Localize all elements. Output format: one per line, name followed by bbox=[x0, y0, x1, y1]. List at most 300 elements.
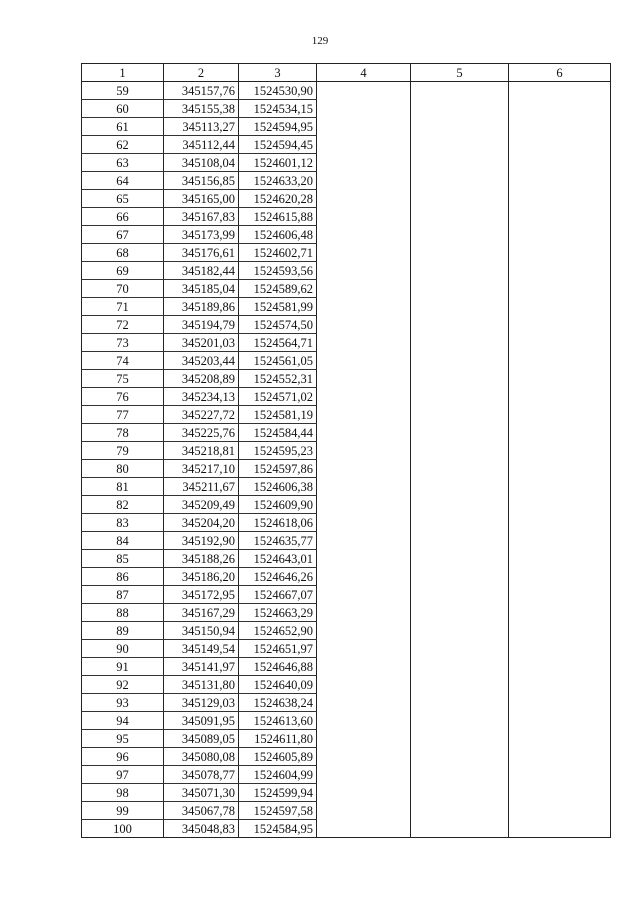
x-coordinate-cell: 345204,20 bbox=[164, 514, 239, 532]
empty-cell bbox=[317, 208, 411, 226]
y-coordinate-cell: 1524604,99 bbox=[239, 766, 317, 784]
x-coordinate-cell: 345188,26 bbox=[164, 550, 239, 568]
empty-cell bbox=[509, 82, 611, 100]
point-number-cell: 62 bbox=[82, 136, 164, 154]
x-coordinate-cell: 345182,44 bbox=[164, 262, 239, 280]
empty-cell bbox=[317, 190, 411, 208]
point-number-cell: 60 bbox=[82, 100, 164, 118]
empty-cell bbox=[411, 172, 509, 190]
empty-cell bbox=[509, 370, 611, 388]
x-coordinate-cell: 345089,05 bbox=[164, 730, 239, 748]
point-number-cell: 64 bbox=[82, 172, 164, 190]
empty-cell bbox=[509, 262, 611, 280]
table-row bbox=[82, 676, 611, 694]
y-coordinate-cell: 1524581,19 bbox=[239, 406, 317, 424]
empty-cell bbox=[317, 100, 411, 118]
empty-cell bbox=[317, 730, 411, 748]
x-coordinate-cell: 345091,95 bbox=[164, 712, 239, 730]
point-number-cell: 90 bbox=[82, 640, 164, 658]
column-header-5: 5 bbox=[411, 64, 509, 82]
point-number-cell: 67 bbox=[82, 226, 164, 244]
table-row bbox=[82, 370, 611, 388]
y-coordinate-cell: 1524605,89 bbox=[239, 748, 317, 766]
empty-cell bbox=[411, 190, 509, 208]
empty-cell bbox=[509, 802, 611, 820]
empty-cell bbox=[411, 244, 509, 262]
x-coordinate-cell: 345141,97 bbox=[164, 658, 239, 676]
y-coordinate-cell: 1524611,80 bbox=[239, 730, 317, 748]
empty-cell bbox=[509, 298, 611, 316]
empty-cell bbox=[317, 640, 411, 658]
x-coordinate-cell: 345156,85 bbox=[164, 172, 239, 190]
x-coordinate-cell: 345209,49 bbox=[164, 496, 239, 514]
empty-cell bbox=[411, 154, 509, 172]
empty-cell bbox=[317, 298, 411, 316]
table-row bbox=[82, 568, 611, 586]
empty-cell bbox=[411, 496, 509, 514]
empty-cell bbox=[509, 136, 611, 154]
table-row bbox=[82, 442, 611, 460]
empty-cell bbox=[509, 730, 611, 748]
x-coordinate-cell: 345048,83 bbox=[164, 820, 239, 838]
y-coordinate-cell: 1524640,09 bbox=[239, 676, 317, 694]
header-row bbox=[82, 64, 611, 82]
table-row bbox=[82, 244, 611, 262]
empty-cell bbox=[317, 820, 411, 838]
empty-cell bbox=[317, 748, 411, 766]
column-header-6: 6 bbox=[509, 64, 611, 82]
y-coordinate-cell: 1524651,97 bbox=[239, 640, 317, 658]
table-row bbox=[82, 766, 611, 784]
table-row bbox=[82, 784, 611, 802]
empty-cell bbox=[509, 604, 611, 622]
empty-cell bbox=[509, 694, 611, 712]
point-number-cell: 84 bbox=[82, 532, 164, 550]
empty-cell bbox=[411, 658, 509, 676]
empty-cell bbox=[411, 604, 509, 622]
empty-cell bbox=[509, 784, 611, 802]
point-number-cell: 91 bbox=[82, 658, 164, 676]
y-coordinate-cell: 1524638,24 bbox=[239, 694, 317, 712]
x-coordinate-cell: 345176,61 bbox=[164, 244, 239, 262]
y-coordinate-cell: 1524581,99 bbox=[239, 298, 317, 316]
point-number-cell: 97 bbox=[82, 766, 164, 784]
point-number-cell: 74 bbox=[82, 352, 164, 370]
empty-cell bbox=[509, 172, 611, 190]
point-number-cell: 63 bbox=[82, 154, 164, 172]
empty-cell bbox=[411, 748, 509, 766]
x-coordinate-cell: 345150,94 bbox=[164, 622, 239, 640]
coordinates-table bbox=[81, 63, 611, 838]
column-header-4: 4 bbox=[317, 64, 411, 82]
table-row bbox=[82, 118, 611, 136]
y-coordinate-cell: 1524599,94 bbox=[239, 784, 317, 802]
y-coordinate-cell: 1524609,90 bbox=[239, 496, 317, 514]
empty-cell bbox=[411, 352, 509, 370]
table-row bbox=[82, 352, 611, 370]
empty-cell bbox=[509, 244, 611, 262]
table-row bbox=[82, 748, 611, 766]
table-row bbox=[82, 802, 611, 820]
point-number-cell: 70 bbox=[82, 280, 164, 298]
empty-cell bbox=[411, 730, 509, 748]
empty-cell bbox=[317, 676, 411, 694]
empty-cell bbox=[411, 388, 509, 406]
y-coordinate-cell: 1524620,28 bbox=[239, 190, 317, 208]
empty-cell bbox=[509, 586, 611, 604]
empty-cell bbox=[411, 424, 509, 442]
empty-cell bbox=[509, 820, 611, 838]
table-row bbox=[82, 604, 611, 622]
x-coordinate-cell: 345227,72 bbox=[164, 406, 239, 424]
table-header bbox=[82, 64, 611, 82]
point-number-cell: 92 bbox=[82, 676, 164, 694]
y-coordinate-cell: 1524595,23 bbox=[239, 442, 317, 460]
x-coordinate-cell: 345173,99 bbox=[164, 226, 239, 244]
column-header-1: 1 bbox=[82, 64, 164, 82]
table-row bbox=[82, 82, 611, 100]
table-row bbox=[82, 586, 611, 604]
point-number-cell: 77 bbox=[82, 406, 164, 424]
table-row bbox=[82, 226, 611, 244]
point-number-cell: 73 bbox=[82, 334, 164, 352]
empty-cell bbox=[411, 118, 509, 136]
empty-cell bbox=[411, 82, 509, 100]
empty-cell bbox=[317, 694, 411, 712]
empty-cell bbox=[411, 406, 509, 424]
y-coordinate-cell: 1524561,05 bbox=[239, 352, 317, 370]
x-coordinate-cell: 345192,90 bbox=[164, 532, 239, 550]
x-coordinate-cell: 345218,81 bbox=[164, 442, 239, 460]
point-number-cell: 99 bbox=[82, 802, 164, 820]
point-number-cell: 79 bbox=[82, 442, 164, 460]
empty-cell bbox=[509, 460, 611, 478]
table-row bbox=[82, 172, 611, 190]
empty-cell bbox=[411, 586, 509, 604]
point-number-cell: 83 bbox=[82, 514, 164, 532]
y-coordinate-cell: 1524584,95 bbox=[239, 820, 317, 838]
empty-cell bbox=[317, 334, 411, 352]
empty-cell bbox=[317, 280, 411, 298]
empty-cell bbox=[509, 640, 611, 658]
empty-cell bbox=[411, 208, 509, 226]
table-row bbox=[82, 280, 611, 298]
empty-cell bbox=[317, 226, 411, 244]
point-number-cell: 80 bbox=[82, 460, 164, 478]
empty-cell bbox=[509, 100, 611, 118]
point-number-cell: 69 bbox=[82, 262, 164, 280]
empty-cell bbox=[509, 208, 611, 226]
empty-cell bbox=[317, 442, 411, 460]
empty-cell bbox=[317, 82, 411, 100]
empty-cell bbox=[317, 622, 411, 640]
y-coordinate-cell: 1524615,88 bbox=[239, 208, 317, 226]
table-row bbox=[82, 460, 611, 478]
x-coordinate-cell: 345067,78 bbox=[164, 802, 239, 820]
empty-cell bbox=[411, 568, 509, 586]
empty-cell bbox=[317, 388, 411, 406]
x-coordinate-cell: 345149,54 bbox=[164, 640, 239, 658]
y-coordinate-cell: 1524606,48 bbox=[239, 226, 317, 244]
y-coordinate-cell: 1524584,44 bbox=[239, 424, 317, 442]
y-coordinate-cell: 1524597,86 bbox=[239, 460, 317, 478]
empty-cell bbox=[509, 424, 611, 442]
y-coordinate-cell: 1524594,45 bbox=[239, 136, 317, 154]
y-coordinate-cell: 1524606,38 bbox=[239, 478, 317, 496]
point-number-cell: 86 bbox=[82, 568, 164, 586]
x-coordinate-cell: 345225,76 bbox=[164, 424, 239, 442]
empty-cell bbox=[411, 262, 509, 280]
column-header-2: 2 bbox=[164, 64, 239, 82]
empty-cell bbox=[509, 622, 611, 640]
point-number-cell: 85 bbox=[82, 550, 164, 568]
empty-cell bbox=[411, 226, 509, 244]
empty-cell bbox=[317, 136, 411, 154]
y-coordinate-cell: 1524613,60 bbox=[239, 712, 317, 730]
table-row bbox=[82, 190, 611, 208]
table-row bbox=[82, 262, 611, 280]
empty-cell bbox=[509, 406, 611, 424]
point-number-cell: 93 bbox=[82, 694, 164, 712]
point-number-cell: 59 bbox=[82, 82, 164, 100]
empty-cell bbox=[411, 622, 509, 640]
x-coordinate-cell: 345112,44 bbox=[164, 136, 239, 154]
table-row bbox=[82, 640, 611, 658]
empty-cell bbox=[317, 316, 411, 334]
y-coordinate-cell: 1524564,71 bbox=[239, 334, 317, 352]
empty-cell bbox=[509, 478, 611, 496]
y-coordinate-cell: 1524667,07 bbox=[239, 586, 317, 604]
empty-cell bbox=[317, 496, 411, 514]
empty-cell bbox=[317, 478, 411, 496]
empty-cell bbox=[411, 550, 509, 568]
point-number-cell: 96 bbox=[82, 748, 164, 766]
y-coordinate-cell: 1524646,26 bbox=[239, 568, 317, 586]
y-coordinate-cell: 1524646,88 bbox=[239, 658, 317, 676]
empty-cell bbox=[411, 478, 509, 496]
x-coordinate-cell: 345208,89 bbox=[164, 370, 239, 388]
table-row bbox=[82, 514, 611, 532]
x-coordinate-cell: 345155,38 bbox=[164, 100, 239, 118]
y-coordinate-cell: 1524643,01 bbox=[239, 550, 317, 568]
empty-cell bbox=[509, 748, 611, 766]
table-row bbox=[82, 316, 611, 334]
empty-cell bbox=[411, 316, 509, 334]
x-coordinate-cell: 345080,08 bbox=[164, 748, 239, 766]
empty-cell bbox=[317, 172, 411, 190]
x-coordinate-cell: 345211,67 bbox=[164, 478, 239, 496]
empty-cell bbox=[509, 712, 611, 730]
empty-cell bbox=[509, 766, 611, 784]
table-body bbox=[82, 82, 611, 838]
empty-cell bbox=[509, 388, 611, 406]
empty-cell bbox=[509, 658, 611, 676]
empty-cell bbox=[509, 568, 611, 586]
point-number-cell: 89 bbox=[82, 622, 164, 640]
x-coordinate-cell: 345071,30 bbox=[164, 784, 239, 802]
table-row bbox=[82, 712, 611, 730]
table-row bbox=[82, 496, 611, 514]
table-row bbox=[82, 820, 611, 838]
empty-cell bbox=[317, 802, 411, 820]
empty-cell bbox=[411, 532, 509, 550]
empty-cell bbox=[509, 496, 611, 514]
table-row bbox=[82, 154, 611, 172]
empty-cell bbox=[411, 712, 509, 730]
y-coordinate-cell: 1524593,56 bbox=[239, 262, 317, 280]
point-number-cell: 81 bbox=[82, 478, 164, 496]
table-row bbox=[82, 208, 611, 226]
x-coordinate-cell: 345131,80 bbox=[164, 676, 239, 694]
empty-cell bbox=[317, 532, 411, 550]
table-row bbox=[82, 424, 611, 442]
point-number-cell: 87 bbox=[82, 586, 164, 604]
point-number-cell: 76 bbox=[82, 388, 164, 406]
empty-cell bbox=[411, 370, 509, 388]
empty-cell bbox=[317, 406, 411, 424]
table-row bbox=[82, 406, 611, 424]
y-coordinate-cell: 1524601,12 bbox=[239, 154, 317, 172]
x-coordinate-cell: 345217,10 bbox=[164, 460, 239, 478]
y-coordinate-cell: 1524635,77 bbox=[239, 532, 317, 550]
y-coordinate-cell: 1524663,29 bbox=[239, 604, 317, 622]
x-coordinate-cell: 345185,04 bbox=[164, 280, 239, 298]
y-coordinate-cell: 1524534,15 bbox=[239, 100, 317, 118]
table-row bbox=[82, 658, 611, 676]
x-coordinate-cell: 345157,76 bbox=[164, 82, 239, 100]
x-coordinate-cell: 345129,03 bbox=[164, 694, 239, 712]
empty-cell bbox=[509, 316, 611, 334]
empty-cell bbox=[509, 550, 611, 568]
empty-cell bbox=[411, 694, 509, 712]
point-number-cell: 88 bbox=[82, 604, 164, 622]
x-coordinate-cell: 345189,86 bbox=[164, 298, 239, 316]
point-number-cell: 61 bbox=[82, 118, 164, 136]
point-number-cell: 66 bbox=[82, 208, 164, 226]
x-coordinate-cell: 345167,83 bbox=[164, 208, 239, 226]
y-coordinate-cell: 1524652,90 bbox=[239, 622, 317, 640]
x-coordinate-cell: 345167,29 bbox=[164, 604, 239, 622]
empty-cell bbox=[317, 352, 411, 370]
y-coordinate-cell: 1524552,31 bbox=[239, 370, 317, 388]
empty-cell bbox=[317, 514, 411, 532]
point-number-cell: 75 bbox=[82, 370, 164, 388]
empty-cell bbox=[411, 280, 509, 298]
empty-cell bbox=[509, 118, 611, 136]
empty-cell bbox=[509, 190, 611, 208]
empty-cell bbox=[411, 100, 509, 118]
point-number-cell: 72 bbox=[82, 316, 164, 334]
y-coordinate-cell: 1524571,02 bbox=[239, 388, 317, 406]
table-row bbox=[82, 136, 611, 154]
x-coordinate-cell: 345203,44 bbox=[164, 352, 239, 370]
empty-cell bbox=[411, 640, 509, 658]
empty-cell bbox=[411, 442, 509, 460]
empty-cell bbox=[317, 244, 411, 262]
empty-cell bbox=[411, 460, 509, 478]
empty-cell bbox=[411, 298, 509, 316]
x-coordinate-cell: 345201,03 bbox=[164, 334, 239, 352]
empty-cell bbox=[509, 532, 611, 550]
empty-cell bbox=[509, 352, 611, 370]
table-row bbox=[82, 532, 611, 550]
x-coordinate-cell: 345165,00 bbox=[164, 190, 239, 208]
empty-cell bbox=[317, 586, 411, 604]
y-coordinate-cell: 1524602,71 bbox=[239, 244, 317, 262]
x-coordinate-cell: 345186,20 bbox=[164, 568, 239, 586]
column-header-3: 3 bbox=[239, 64, 317, 82]
empty-cell bbox=[317, 568, 411, 586]
y-coordinate-cell: 1524594,95 bbox=[239, 118, 317, 136]
empty-cell bbox=[317, 766, 411, 784]
empty-cell bbox=[317, 784, 411, 802]
x-coordinate-cell: 345194,79 bbox=[164, 316, 239, 334]
x-coordinate-cell: 345113,27 bbox=[164, 118, 239, 136]
x-coordinate-cell: 345172,95 bbox=[164, 586, 239, 604]
table-row bbox=[82, 334, 611, 352]
point-number-cell: 98 bbox=[82, 784, 164, 802]
empty-cell bbox=[317, 154, 411, 172]
point-number-cell: 78 bbox=[82, 424, 164, 442]
y-coordinate-cell: 1524589,62 bbox=[239, 280, 317, 298]
empty-cell bbox=[509, 514, 611, 532]
table-row bbox=[82, 730, 611, 748]
x-coordinate-cell: 345234,13 bbox=[164, 388, 239, 406]
page-number: 129 bbox=[311, 35, 329, 47]
empty-cell bbox=[411, 802, 509, 820]
table-row bbox=[82, 694, 611, 712]
empty-cell bbox=[411, 514, 509, 532]
y-coordinate-cell: 1524530,90 bbox=[239, 82, 317, 100]
empty-cell bbox=[509, 154, 611, 172]
empty-cell bbox=[411, 334, 509, 352]
empty-cell bbox=[411, 784, 509, 802]
y-coordinate-cell: 1524618,06 bbox=[239, 514, 317, 532]
point-number-cell: 94 bbox=[82, 712, 164, 730]
empty-cell bbox=[317, 460, 411, 478]
point-number-cell: 82 bbox=[82, 496, 164, 514]
empty-cell bbox=[317, 550, 411, 568]
empty-cell bbox=[317, 604, 411, 622]
empty-cell bbox=[509, 334, 611, 352]
table-row bbox=[82, 478, 611, 496]
empty-cell bbox=[509, 280, 611, 298]
empty-cell bbox=[411, 766, 509, 784]
table-row bbox=[82, 388, 611, 406]
empty-cell bbox=[509, 442, 611, 460]
table-row bbox=[82, 622, 611, 640]
table-row bbox=[82, 298, 611, 316]
empty-cell bbox=[411, 820, 509, 838]
point-number-cell: 95 bbox=[82, 730, 164, 748]
table-row bbox=[82, 100, 611, 118]
empty-cell bbox=[509, 226, 611, 244]
point-number-cell: 68 bbox=[82, 244, 164, 262]
empty-cell bbox=[317, 370, 411, 388]
empty-cell bbox=[317, 262, 411, 280]
point-number-cell: 71 bbox=[82, 298, 164, 316]
x-coordinate-cell: 345108,04 bbox=[164, 154, 239, 172]
point-number-cell: 100 bbox=[82, 820, 164, 838]
x-coordinate-cell: 345078,77 bbox=[164, 766, 239, 784]
point-number-cell: 65 bbox=[82, 190, 164, 208]
table-row bbox=[82, 550, 611, 568]
empty-cell bbox=[411, 676, 509, 694]
y-coordinate-cell: 1524574,50 bbox=[239, 316, 317, 334]
empty-cell bbox=[317, 658, 411, 676]
empty-cell bbox=[317, 118, 411, 136]
y-coordinate-cell: 1524597,58 bbox=[239, 802, 317, 820]
